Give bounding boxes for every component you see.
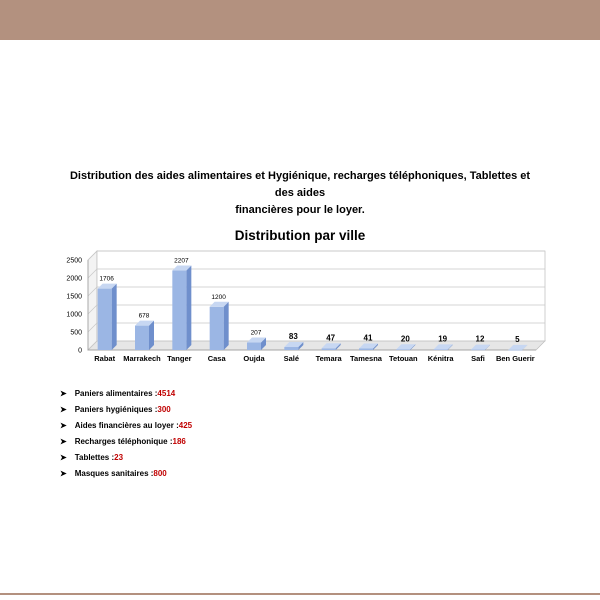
data-label: 83 (288, 332, 298, 342)
summary-label: Paniers hygiéniques : (74, 405, 158, 414)
data-label: 5 (515, 334, 520, 344)
data-label: 1706 (99, 275, 114, 283)
arrowhead-bullet-icon: ➤ (60, 421, 67, 430)
bottom-divider (0, 593, 600, 595)
arrowhead-bullet-icon: ➤ (60, 389, 67, 398)
x-tick-label: Oujda (243, 354, 265, 363)
summary-label: Masques sanitaires : (74, 469, 154, 478)
data-label: 20 (400, 334, 410, 344)
summary-label: Paniers alimentaires : (74, 389, 158, 398)
y-tick-label: 0 (78, 347, 82, 355)
bar (98, 284, 117, 350)
summary-label: Recharges téléphonique : (74, 437, 173, 446)
summary-list (60, 386, 192, 482)
document-title-line-1: Distribution des aides alimentaires et Hygiénique, recharges téléphoniques, Tablettes et des aides (69, 170, 531, 199)
data-label: 2207 (174, 257, 189, 265)
arrowhead-bullet-icon: ➤ (60, 405, 67, 414)
x-tick-label: Tamesna (350, 354, 382, 363)
summary-value: 23 (114, 453, 124, 462)
arrowhead-bullet-icon: ➤ (60, 437, 67, 446)
x-tick-label: Marrakech (123, 354, 161, 363)
y-tick-label: 2500 (66, 257, 82, 265)
arrowhead-bullet-icon: ➤ (60, 453, 67, 462)
summary-value: 800 (153, 469, 167, 478)
data-label: 678 (138, 312, 150, 320)
summary-item (60, 402, 192, 418)
y-tick-label: 1000 (66, 311, 82, 319)
summary-value: 300 (157, 405, 171, 414)
data-label: 41 (363, 333, 373, 343)
bar (172, 266, 191, 350)
x-tick-label: Tetouan (389, 354, 418, 363)
summary-item (60, 386, 192, 402)
x-tick-label: Kénitra (427, 354, 454, 363)
x-tick-label: Salé (283, 354, 300, 363)
summary-item (60, 418, 192, 434)
data-label: 12 (475, 334, 485, 344)
document-title-line-2: financières pour le loyer. (235, 204, 365, 216)
chart-title: Distribution par ville (234, 228, 366, 243)
data-label: 47 (326, 333, 336, 343)
summary-item (60, 466, 192, 482)
arrowhead-bullet-icon: ➤ (60, 469, 67, 478)
bar (135, 321, 154, 350)
summary-label: Aides financières au loyer : (74, 421, 179, 430)
x-tick-label: Casa (207, 354, 226, 363)
x-tick-label: Rabat (94, 354, 116, 363)
y-tick-label: 500 (70, 329, 82, 337)
y-tick-label: 1500 (66, 293, 82, 301)
chart-side-wall (88, 251, 97, 350)
y-tick-label: 2000 (66, 275, 82, 283)
summary-value: 4514 (157, 389, 176, 398)
summary-label: Tablettes : (74, 453, 115, 462)
x-tick-label: Ben Guerir (495, 354, 535, 363)
x-tick-label: Safi (471, 354, 485, 363)
summary-item (60, 450, 192, 466)
x-tick-label: Temara (315, 354, 342, 363)
chart-back-wall (97, 251, 545, 344)
data-label: 1200 (211, 293, 226, 301)
summary-value: 425 (178, 421, 193, 430)
summary-value: 186 (172, 437, 186, 446)
data-label: 207 (250, 329, 262, 337)
bar (210, 302, 229, 350)
x-tick-label: Tanger (167, 354, 192, 363)
data-label: 19 (438, 334, 448, 344)
summary-item (60, 434, 192, 450)
